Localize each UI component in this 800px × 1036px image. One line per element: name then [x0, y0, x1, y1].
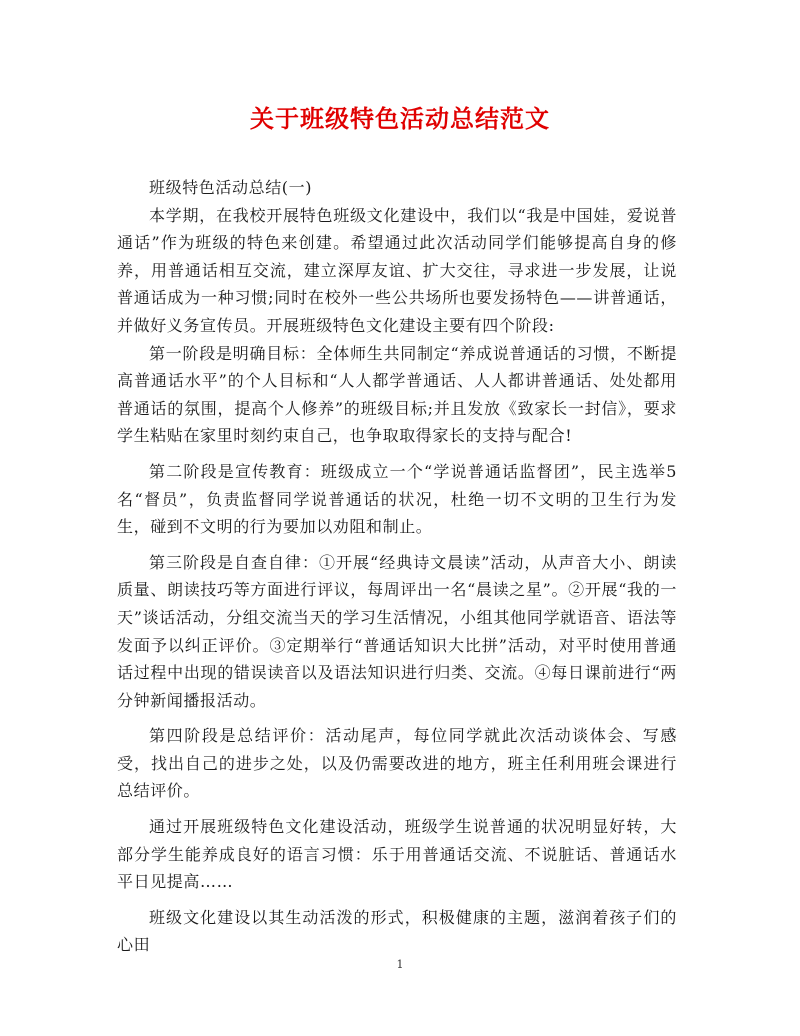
paragraph: 班级文化建设以其生动活泼的形式，积极健康的主题，滋润着孩子们的心田: [117, 907, 677, 955]
page-title: 关于班级特色活动总结范文: [250, 104, 550, 133]
paragraph: 第四阶段是总结评价：活动尾声，每位同学就此次活动谈体会、写感受，找出自己的进步之处，以及仍需要改进的地方，班主任利用班会课进行总结评价。: [117, 726, 677, 801]
paragraph: 通过开展班级特色文化建设活动，班级学生说普通的状况明显好转，大部分学生能养成良好的语言习惯：乐于用普通话交流、不说脏话、普通话水平日见提高……: [117, 817, 677, 892]
paragraph: 第二阶段是宣传教育：班级成立一个“学说普通话监督团”，民主选举5名“督员”，负责监督同学说普通话的状况，杜绝一切不文明的卫生行为发生，碰到不文明的行为要加以劝阻和制止。: [117, 461, 677, 537]
section-heading: 班级特色活动总结(一): [149, 178, 313, 197]
paragraph: 第三阶段是自查自律：①开展“经典诗文晨读”活动，从声音大小、朗读质量、朗读技巧等方面进行评议，每周评出一名“晨读之星”。②开展“我的一天”谈话活动，分组交流当天的学习生活情况，小组其他同学就语音、语法等发面予以纠正评价。③定期举行“普通话知识大比拼”活动，对平时使用普通话过程中出现的错误读音以及语法知识进行归类、交流。④每日课前进行“两分钟新闻播报活动。: [117, 552, 677, 710]
document-body: [117, 174, 677, 959]
page-number: 1: [396, 958, 404, 971]
paragraph: 第一阶段是明确目标：全体师生共同制定“养成说普通话的习惯，不断提高普通话水平”的个人目标和“人人都学普通话、人人都讲普通话、处处都用普通话的氛围，提高个人修养”的班级目标;并且发放《致家长一封信》，要求学生粘贴在家里时刻约束自己，也争取取得家长的支持与配合!: [117, 343, 677, 446]
paragraph: 本学期，在我校开展特色班级文化建设中，我们以“我是中国娃，爱说普通话”作为班级的特色来创建。希望通过此次活动同学们能够提高自身的修养，用普通话相互交流，建立深厚友谊、扩大交往，寻求进一步发展，让说普通话成为一种习惯;同时在校外一些公共场所也要发扬特色——讲普通话，并做好义务宣传员。开展班级特色文化建设主要有四个阶段:: [117, 205, 677, 335]
